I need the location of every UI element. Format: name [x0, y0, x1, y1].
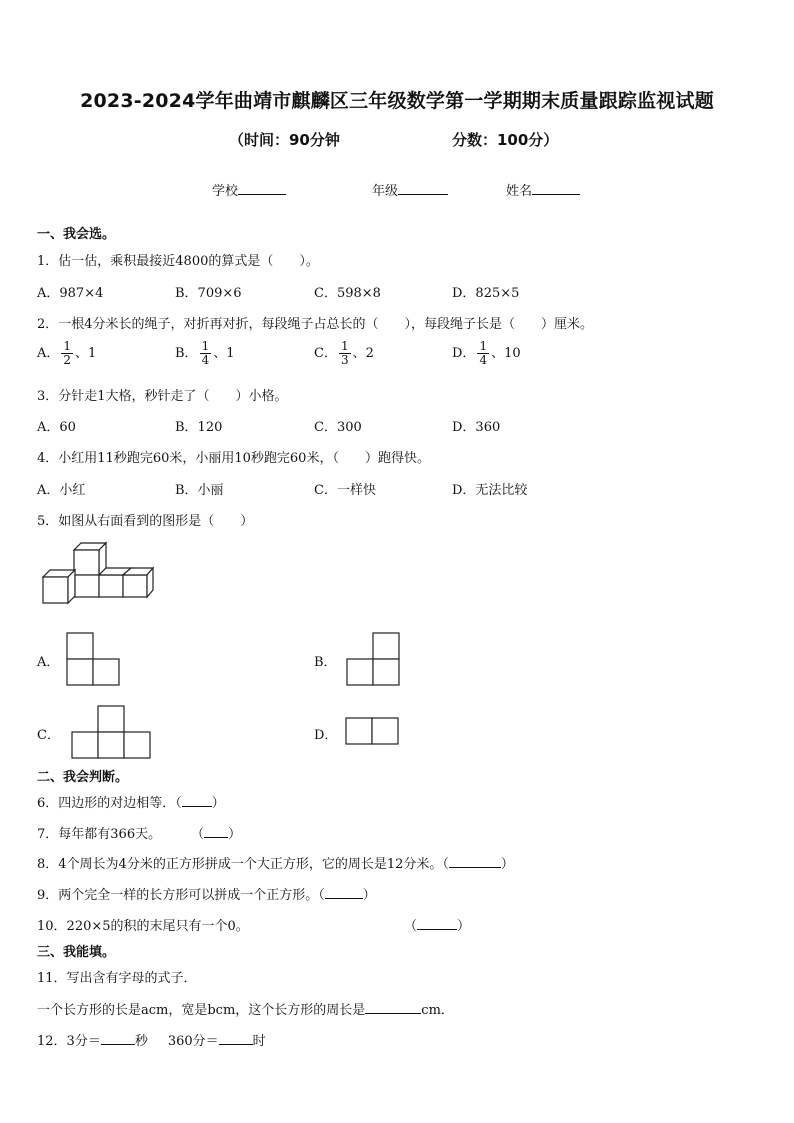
answer-blank[interactable] [417, 916, 457, 930]
cube-front-face [74, 550, 99, 575]
q2-option-b[interactable] [175, 340, 234, 367]
grade-field[interactable] [372, 180, 448, 199]
grade-label: 年级 [372, 184, 399, 199]
page-title: 2023-2024学年曲靖市麒麟区三年级数学第一学期期末质量跟踪监视试题 [80, 90, 714, 112]
answer-blank[interactable] [101, 1031, 135, 1045]
q4-option-c[interactable]: C．一样快 [314, 483, 376, 498]
question-7: 7．每年都有366天。 （ ） [37, 823, 241, 842]
name-blank[interactable] [532, 181, 580, 195]
question-12: 12．3分＝ 秒 360分＝ 时 [37, 1030, 266, 1049]
answer-blank[interactable] [325, 885, 363, 899]
q3-option-a[interactable]: A．60 [37, 420, 76, 435]
question-5: 5．如图从右面看到的图形是（ ） [37, 514, 254, 529]
q5-option-d-figure [345, 717, 399, 745]
question-8: 8．4个周长为4分米的正方形拼成一个大正方形，它的周长是12分米。（ ） [37, 853, 514, 872]
cube-figure [40, 540, 155, 606]
q4-option-d[interactable]: D．无法比较 [452, 483, 528, 498]
q3-option-d[interactable]: D．360 [452, 420, 501, 435]
question-11-line: 一个长方形的长是acm，宽是bcm，这个长方形的周长是 cm． [37, 999, 454, 1018]
option-label: A． [37, 346, 60, 361]
q4-option-b[interactable]: B．小丽 [175, 483, 224, 498]
section-3-heading: 三、我能填。 [37, 945, 116, 960]
q5-option-b-figure [346, 632, 400, 686]
q1-option-c[interactable]: C．598×8 [314, 286, 381, 301]
school-blank[interactable] [238, 181, 286, 195]
answer-blank[interactable] [219, 1031, 253, 1045]
option-label: C． [314, 346, 337, 361]
school-label: 学校 [212, 184, 239, 199]
exam-score: 分数：100分） [452, 131, 559, 149]
option-rest: 、1 [213, 346, 235, 361]
q1-option-b[interactable]: B．709×6 [175, 286, 242, 301]
cube-front-face [123, 575, 147, 597]
question-6: 6．四边形的对边相等．（ ） [37, 792, 225, 811]
exam-time: （时间：90分钟 [229, 131, 340, 149]
answer-blank[interactable] [365, 1000, 421, 1014]
q5-option-b[interactable]: B． [314, 655, 337, 670]
answer-blank[interactable] [182, 793, 212, 807]
question-11: 11．写出含有字母的式子． [37, 971, 197, 986]
option-label: D． [452, 346, 476, 361]
q2-option-d[interactable] [452, 340, 521, 367]
q3-option-c[interactable]: C．300 [314, 420, 362, 435]
q5-option-a[interactable]: A． [37, 655, 60, 670]
section-1-heading: 一、我会选。 [37, 227, 116, 242]
question-9: 9．两个完全一样的长方形可以拼成一个正方形。（ ） [37, 884, 376, 903]
q5-option-d[interactable]: D． [314, 728, 338, 743]
question-10: 10．220×5的积的末尾只有一个0。 [37, 919, 249, 934]
option-rest: 、1 [75, 346, 97, 361]
question-10-answer: （ ） [404, 915, 470, 934]
school-field[interactable] [212, 180, 286, 199]
answer-blank[interactable] [449, 854, 501, 868]
question-3: 3．分针走1大格，秒针走了（ ）小格。 [37, 389, 288, 404]
name-field[interactable] [506, 180, 580, 199]
q5-option-c[interactable]: C． [37, 728, 60, 743]
name-label: 姓名 [506, 184, 533, 199]
q3-option-b[interactable]: B．120 [175, 420, 223, 435]
grade-blank[interactable] [398, 181, 448, 195]
q4-option-a[interactable]: A．小红 [37, 483, 86, 498]
q2-option-c[interactable] [314, 340, 374, 367]
q5-option-c-figure [71, 705, 151, 759]
question-1: 1．估一估，乘积最接近4800的算式是（ ）。 [37, 254, 319, 269]
question-2: 2．一根4分米长的绳子，对折再对折，每段绳子占总长的（ ），每段绳子长是（ ）厘米。 [37, 317, 594, 332]
fraction: $\frac{1}{4}$ [479, 339, 488, 367]
question-4: 4．小红用11秒跑完60米，小丽用10秒跑完60米，（ ）跑得快。 [37, 451, 430, 466]
option-label: B． [175, 346, 198, 361]
option-rest: 、2 [352, 346, 374, 361]
section-2-heading: 二、我会判断。 [37, 770, 129, 785]
q1-option-a[interactable]: A．987×4 [37, 286, 104, 301]
cube-front-face [75, 575, 99, 597]
fraction: $\frac{1}{2}$ [63, 339, 72, 367]
fraction: $\frac{1}{4}$ [201, 339, 210, 367]
cube-front-face [99, 575, 123, 597]
answer-blank[interactable] [204, 824, 228, 838]
q5-option-a-figure [66, 632, 120, 686]
q2-option-a[interactable] [37, 340, 96, 367]
option-rest: 、10 [491, 346, 521, 361]
fraction: $\frac{1}{3}$ [340, 339, 349, 367]
cube-front-face [43, 577, 68, 603]
q1-option-d[interactable]: D．825×5 [452, 286, 520, 301]
